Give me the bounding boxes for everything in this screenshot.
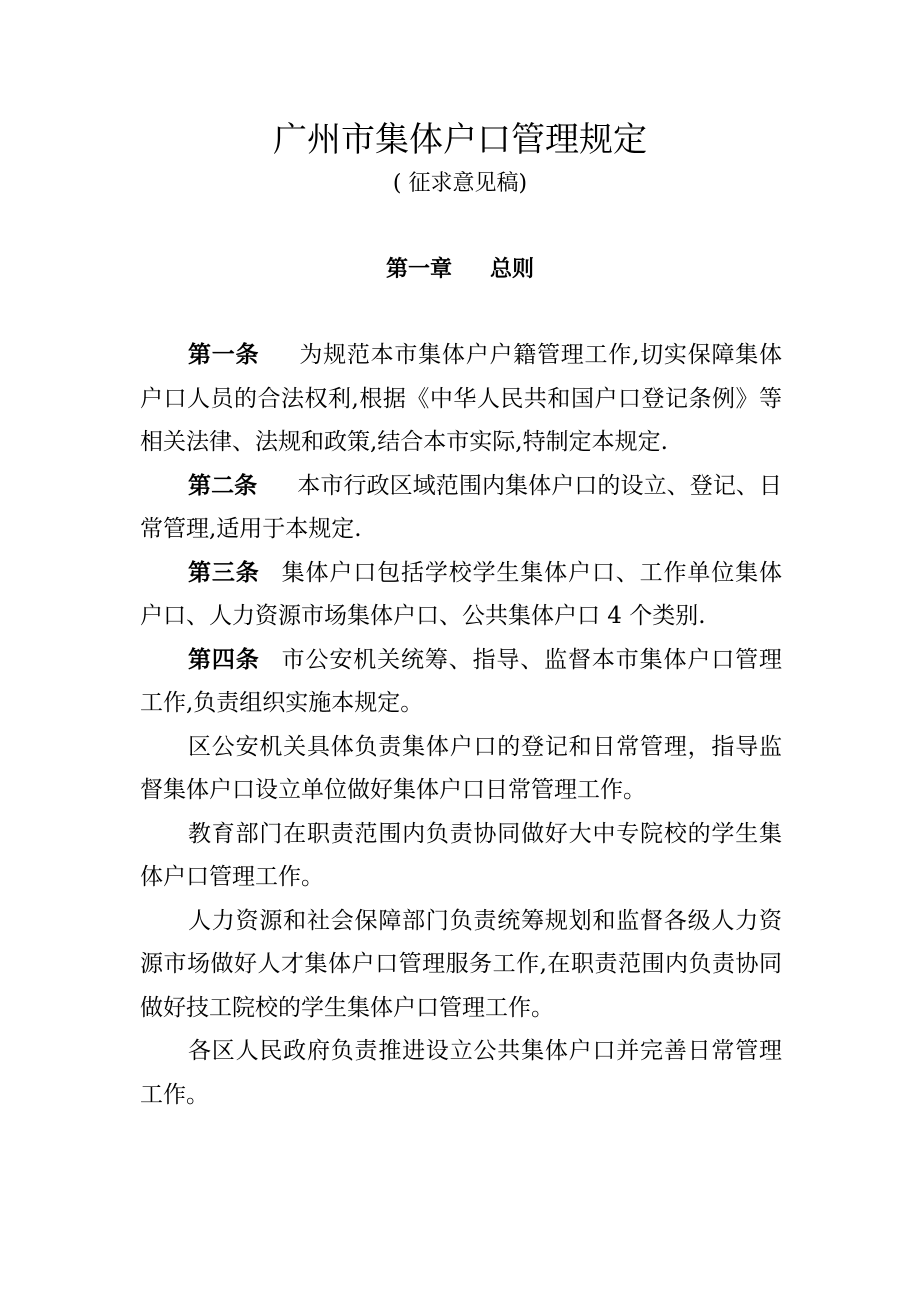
paragraph-text: 教育部门在职责范围内负责协同做好大中专院校的学生集体户口管理工作。 <box>140 820 782 890</box>
article-label: 第三条 <box>188 559 260 586</box>
paragraph-text: 各区人民政府负责推进设立公共集体户口并完善日常管理工作。 <box>140 1038 782 1108</box>
paragraph <box>140 726 782 813</box>
article-3 <box>140 552 782 639</box>
article-4 <box>140 639 782 726</box>
chapter-heading <box>0 252 920 283</box>
article-text: 为规范本市集体户户籍管理工作,切实保障集体户口人员的合法权利,根据《中华人民共和国户口登记条例》等相关法律、法规和政策,结合本市实际,特制定本规定. <box>140 342 783 455</box>
article-label: 第四条 <box>188 646 260 673</box>
paragraph <box>140 900 782 1031</box>
document-subtitle: ( 征求意见稿) <box>392 171 528 196</box>
article-text: 市公安机关统筹、指导、监督本市集体户口管理工作,负责组织实施本规定。 <box>140 646 783 716</box>
chapter-name: 总则 <box>490 257 535 282</box>
chapter-number: 第一章 <box>385 257 452 282</box>
document-body <box>140 334 782 1117</box>
paragraph <box>140 813 782 900</box>
article-label: 第一条 <box>188 342 260 368</box>
paragraph <box>140 1030 782 1117</box>
article-2 <box>140 465 782 552</box>
document-title: 广州市集体户口管理规定 <box>273 120 647 160</box>
article-1 <box>140 334 782 465</box>
paragraph-text: 区公安机关具体负责集体户口的登记和日常管理，指导监督集体户口设立单位做好集体户口日常管理工作。 <box>140 733 782 803</box>
article-label: 第二条 <box>188 472 258 499</box>
article-text: 集体户口包括学校学生集体户口、工作单位集体户口、人力资源市场集体户口、公共集体户口 4 个类别. <box>140 559 783 629</box>
article-text: 本市行政区域范围内集体户口的设立、登记、日常管理,适用于本规定. <box>140 472 783 542</box>
paragraph-text: 人力资源和社会保障部门负责统筹规划和监督各级人力资源市场做好人才集体户口管理服务工作,在职责范围内负责协同做好技工院校的学生集体户口管理工作。 <box>140 907 782 1021</box>
